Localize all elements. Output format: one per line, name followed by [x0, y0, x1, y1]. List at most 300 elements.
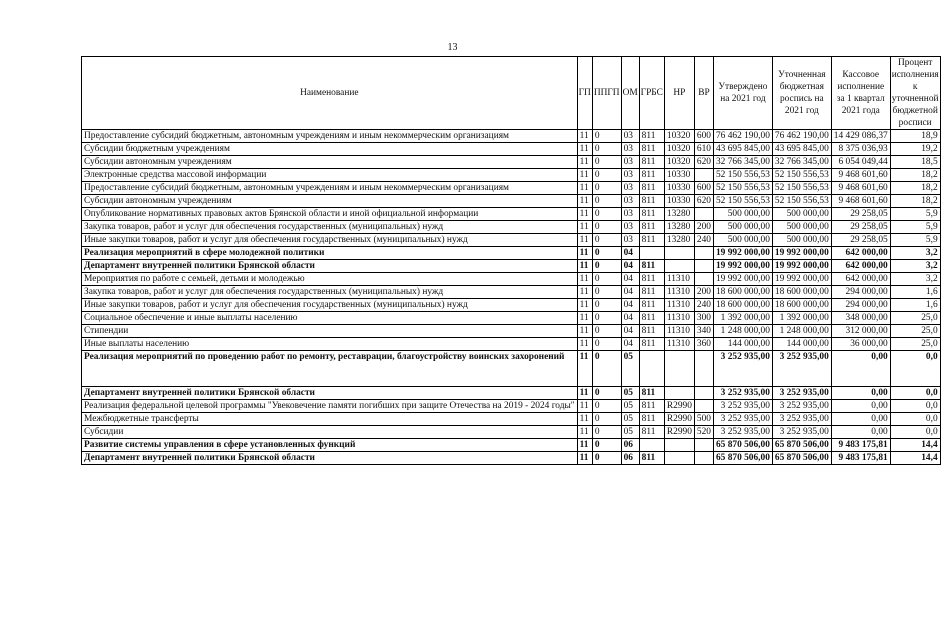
cell-pgp: 0 — [592, 439, 621, 452]
cell-grbs: 811 — [639, 387, 664, 400]
budget-table — [81, 56, 941, 465]
cell-cash: 9 483 175,81 — [831, 452, 890, 465]
cell-vr — [694, 208, 713, 221]
cell-gp: 11 — [577, 273, 592, 286]
cell-name: Иные закупки товаров, работ и услуг для обеспечения государственных (муниципальных) нужд — [82, 299, 578, 312]
cell-om: 05 — [621, 413, 639, 426]
cell-cash: 642 000,00 — [831, 247, 890, 260]
cell-om: 05 — [621, 400, 639, 413]
table-row — [82, 260, 941, 273]
cell-specified: 43 695 845,00 — [772, 143, 831, 156]
cell-pgp: 0 — [592, 182, 621, 195]
cell-name: Межбюджетные трансферты — [82, 413, 578, 426]
cell-grbs: 811 — [639, 312, 664, 325]
cell-om: 04 — [621, 338, 639, 351]
cell-percent: 3,2 — [890, 260, 940, 273]
cell-cash: 9 468 601,60 — [831, 195, 890, 208]
cell-gp: 11 — [577, 426, 592, 439]
cell-percent: 25,0 — [890, 338, 940, 351]
cell-specified: 32 766 345,00 — [772, 156, 831, 169]
cell-grbs — [639, 351, 664, 387]
cell-pgp: 0 — [592, 452, 621, 465]
cell-cash: 348 000,00 — [831, 312, 890, 325]
header-om: ОМ — [621, 57, 639, 130]
cell-specified: 3 252 935,00 — [772, 351, 831, 387]
cell-gp: 11 — [577, 169, 592, 182]
cell-percent: 14,4 — [890, 439, 940, 452]
cell-cash: 0,00 — [831, 426, 890, 439]
cell-gp: 11 — [577, 182, 592, 195]
cell-approved: 3 252 935,00 — [713, 400, 772, 413]
cell-np: 11310 — [664, 273, 694, 286]
cell-approved: 52 150 556,53 — [713, 195, 772, 208]
cell-pgp: 0 — [592, 221, 621, 234]
cell-specified: 52 150 556,53 — [772, 195, 831, 208]
cell-pgp: 0 — [592, 286, 621, 299]
cell-grbs: 811 — [639, 299, 664, 312]
cell-np: 10330 — [664, 195, 694, 208]
cell-om: 03 — [621, 143, 639, 156]
cell-cash: 294 000,00 — [831, 286, 890, 299]
table-row — [82, 156, 941, 169]
cell-vr — [694, 273, 713, 286]
cell-pgp: 0 — [592, 208, 621, 221]
cell-om: 04 — [621, 286, 639, 299]
cell-grbs: 811 — [639, 156, 664, 169]
cell-percent: 5,9 — [890, 221, 940, 234]
cell-grbs — [639, 247, 664, 260]
cell-vr — [694, 260, 713, 273]
cell-percent: 25,0 — [890, 312, 940, 325]
cell-approved: 43 695 845,00 — [713, 143, 772, 156]
cell-vr — [694, 400, 713, 413]
header-specified: Уточненная бюджетная роспись на 2021 год — [772, 57, 831, 130]
cell-np: 10320 — [664, 130, 694, 143]
cell-vr: 600 — [694, 130, 713, 143]
cell-percent: 1,6 — [890, 299, 940, 312]
cell-gp: 11 — [577, 221, 592, 234]
cell-cash: 642 000,00 — [831, 260, 890, 273]
cell-percent: 0,0 — [890, 387, 940, 400]
cell-pgp: 0 — [592, 413, 621, 426]
table-row — [82, 452, 941, 465]
cell-vr: 360 — [694, 338, 713, 351]
cell-grbs: 811 — [639, 413, 664, 426]
cell-approved: 52 150 556,53 — [713, 169, 772, 182]
cell-cash: 642 000,00 — [831, 273, 890, 286]
table-row — [82, 143, 941, 156]
cell-vr — [694, 439, 713, 452]
cell-name: Электронные средства массовой информации — [82, 169, 578, 182]
cell-gp: 11 — [577, 439, 592, 452]
cell-specified: 3 252 935,00 — [772, 426, 831, 439]
table-row — [82, 247, 941, 260]
cell-np: R2990 — [664, 413, 694, 426]
cell-specified: 52 150 556,53 — [772, 169, 831, 182]
cell-specified: 1 248 000,00 — [772, 325, 831, 338]
cell-gp: 11 — [577, 260, 592, 273]
cell-vr: 300 — [694, 312, 713, 325]
table-row — [82, 169, 941, 182]
cell-specified: 1 392 000,00 — [772, 312, 831, 325]
cell-pgp: 0 — [592, 247, 621, 260]
cell-approved: 65 870 506,00 — [713, 452, 772, 465]
cell-np: 10320 — [664, 156, 694, 169]
table-row — [82, 312, 941, 325]
cell-np: 13280 — [664, 221, 694, 234]
cell-om: 04 — [621, 273, 639, 286]
cell-specified: 500 000,00 — [772, 221, 831, 234]
cell-np — [664, 439, 694, 452]
cell-gp: 11 — [577, 208, 592, 221]
cell-specified: 65 870 506,00 — [772, 452, 831, 465]
cell-specified: 3 252 935,00 — [772, 413, 831, 426]
cell-vr: 200 — [694, 221, 713, 234]
cell-vr: 520 — [694, 426, 713, 439]
cell-gp: 11 — [577, 452, 592, 465]
cell-approved: 18 600 000,00 — [713, 299, 772, 312]
cell-om: 04 — [621, 325, 639, 338]
cell-approved: 1 248 000,00 — [713, 325, 772, 338]
cell-pgp: 0 — [592, 143, 621, 156]
cell-cash: 312 000,00 — [831, 325, 890, 338]
cell-percent: 1,6 — [890, 286, 940, 299]
header-grbs: ГРБС — [639, 57, 664, 130]
header-name: Наименование — [82, 57, 578, 130]
cell-np — [664, 247, 694, 260]
cell-percent: 25,0 — [890, 325, 940, 338]
cell-np — [664, 260, 694, 273]
cell-gp: 11 — [577, 413, 592, 426]
cell-percent: 18,2 — [890, 169, 940, 182]
cell-name: Социальное обеспечение и иные выплаты населению — [82, 312, 578, 325]
cell-percent: 5,9 — [890, 234, 940, 247]
header-gp: ГП — [577, 57, 592, 130]
cell-np: 13280 — [664, 208, 694, 221]
cell-cash: 9 468 601,60 — [831, 169, 890, 182]
cell-grbs: 811 — [639, 338, 664, 351]
cell-cash: 9 468 601,60 — [831, 182, 890, 195]
cell-cash: 14 429 086,37 — [831, 130, 890, 143]
cell-specified: 144 000,00 — [772, 338, 831, 351]
cell-grbs: 811 — [639, 221, 664, 234]
cell-np — [664, 387, 694, 400]
cell-specified: 65 870 506,00 — [772, 439, 831, 452]
cell-approved: 19 992 000,00 — [713, 273, 772, 286]
table-row — [82, 234, 941, 247]
cell-pgp: 0 — [592, 338, 621, 351]
cell-approved: 65 870 506,00 — [713, 439, 772, 452]
cell-pgp: 0 — [592, 156, 621, 169]
cell-name: Иные закупки товаров, работ и услуг для обеспечения государственных (муниципальных) нужд — [82, 234, 578, 247]
cell-specified: 52 150 556,53 — [772, 182, 831, 195]
cell-vr: 620 — [694, 156, 713, 169]
table-row — [82, 439, 941, 452]
cell-specified: 76 462 190,00 — [772, 130, 831, 143]
cell-grbs: 811 — [639, 182, 664, 195]
cell-approved: 76 462 190,00 — [713, 130, 772, 143]
cell-vr — [694, 247, 713, 260]
cell-vr — [694, 452, 713, 465]
cell-name: Субсидии бюджетным учреждениям — [82, 143, 578, 156]
cell-vr: 500 — [694, 413, 713, 426]
cell-percent: 3,2 — [890, 247, 940, 260]
cell-percent: 18,2 — [890, 182, 940, 195]
cell-gp: 11 — [577, 299, 592, 312]
cell-om: 03 — [621, 182, 639, 195]
cell-pgp: 0 — [592, 299, 621, 312]
cell-cash: 29 258,05 — [831, 234, 890, 247]
cell-cash: 0,00 — [831, 400, 890, 413]
table-row — [82, 299, 941, 312]
cell-name: Закупка товаров, работ и услуг для обеспечения государственных (муниципальных) нужд — [82, 286, 578, 299]
cell-om: 03 — [621, 195, 639, 208]
cell-approved: 19 992 000,00 — [713, 247, 772, 260]
cell-cash: 36 000,00 — [831, 338, 890, 351]
cell-vr: 200 — [694, 286, 713, 299]
cell-vr: 620 — [694, 195, 713, 208]
cell-om: 05 — [621, 351, 639, 387]
cell-specified: 19 992 000,00 — [772, 260, 831, 273]
cell-specified: 3 252 935,00 — [772, 400, 831, 413]
cell-approved: 19 992 000,00 — [713, 260, 772, 273]
cell-name: Иные выплаты населению — [82, 338, 578, 351]
cell-grbs: 811 — [639, 273, 664, 286]
cell-grbs: 811 — [639, 286, 664, 299]
header-np: НР — [664, 57, 694, 130]
cell-cash: 0,00 — [831, 351, 890, 387]
header-approved: Утверждено на 2021 год — [713, 57, 772, 130]
cell-np: 11310 — [664, 338, 694, 351]
cell-pgp: 0 — [592, 195, 621, 208]
cell-name: Развитие системы управления в сфере установленных функций — [82, 439, 578, 452]
header-pgp: ППГП — [592, 57, 621, 130]
cell-cash: 29 258,05 — [831, 221, 890, 234]
cell-grbs: 811 — [639, 195, 664, 208]
cell-specified: 500 000,00 — [772, 208, 831, 221]
cell-om: 04 — [621, 247, 639, 260]
cell-pgp: 0 — [592, 312, 621, 325]
cell-vr — [694, 351, 713, 387]
cell-percent: 0,0 — [890, 426, 940, 439]
table-row — [82, 221, 941, 234]
table-row — [82, 182, 941, 195]
table-row — [82, 426, 941, 439]
cell-np: R2990 — [664, 426, 694, 439]
cell-percent: 14,4 — [890, 452, 940, 465]
cell-vr — [694, 387, 713, 400]
cell-grbs: 811 — [639, 325, 664, 338]
table-row — [82, 130, 941, 143]
cell-approved: 3 252 935,00 — [713, 351, 772, 387]
cell-gp: 11 — [577, 387, 592, 400]
cell-name: Департамент внутренней политики Брянской области — [82, 387, 578, 400]
table-row — [82, 208, 941, 221]
cell-cash: 6 054 049,44 — [831, 156, 890, 169]
cell-name: Реализация мероприятий в сфере молодежной политики — [82, 247, 578, 260]
cell-np: 11310 — [664, 299, 694, 312]
header-percent: Процент исполнения к уточненной бюджетной росписи — [891, 58, 939, 128]
cell-np: 10330 — [664, 169, 694, 182]
cell-om: 03 — [621, 156, 639, 169]
cell-approved: 3 252 935,00 — [713, 426, 772, 439]
cell-specified: 19 992 000,00 — [772, 273, 831, 286]
cell-grbs: 811 — [639, 452, 664, 465]
cell-name: Субсидии автономным учреждениям — [82, 195, 578, 208]
cell-name: Предоставление субсидий бюджетным, автономным учреждениям и иным некоммерческим организациям — [82, 182, 578, 195]
cell-grbs: 811 — [639, 208, 664, 221]
cell-om: 06 — [621, 452, 639, 465]
cell-name: Предоставление субсидий бюджетным, автономным учреждениям и иным некоммерческим организациям — [82, 130, 578, 143]
cell-pgp: 0 — [592, 234, 621, 247]
cell-name: Субсидии автономным учреждениям — [82, 156, 578, 169]
cell-name: Стипендии — [82, 325, 578, 338]
cell-np — [664, 351, 694, 387]
cell-pgp: 0 — [592, 130, 621, 143]
cell-grbs — [639, 439, 664, 452]
table-row — [82, 387, 941, 400]
cell-name: Реализация федеральной целевой программы "Увековечение памяти погибших при защите Отечества на 2019 - 2024 годы" — [82, 400, 578, 413]
cell-specified: 18 600 000,00 — [772, 286, 831, 299]
cell-cash: 9 483 175,81 — [831, 439, 890, 452]
cell-name: Департамент внутренней политики Брянской области — [82, 452, 578, 465]
cell-gp: 11 — [577, 234, 592, 247]
cell-vr: 340 — [694, 325, 713, 338]
table-body — [82, 130, 941, 465]
cell-grbs: 811 — [639, 143, 664, 156]
cell-name: Опубликование нормативных правовых актов Брянской области и иной официальной информации — [82, 208, 578, 221]
cell-np: 10320 — [664, 143, 694, 156]
cell-grbs: 811 — [639, 234, 664, 247]
cell-np: R2990 — [664, 400, 694, 413]
cell-name: Субсидии — [82, 426, 578, 439]
cell-approved: 3 252 935,00 — [713, 413, 772, 426]
cell-percent: 19,2 — [890, 143, 940, 156]
cell-percent: 18,2 — [890, 195, 940, 208]
cell-om: 03 — [621, 221, 639, 234]
cell-vr: 240 — [694, 299, 713, 312]
table-row — [82, 338, 941, 351]
cell-np: 11310 — [664, 286, 694, 299]
cell-om: 04 — [621, 299, 639, 312]
cell-grbs: 811 — [639, 169, 664, 182]
table-row — [82, 325, 941, 338]
cell-cash: 8 375 036,93 — [831, 143, 890, 156]
cell-om: 03 — [621, 130, 639, 143]
cell-specified: 3 252 935,00 — [772, 387, 831, 400]
cell-gp: 11 — [577, 400, 592, 413]
cell-om: 03 — [621, 208, 639, 221]
table-row — [82, 351, 941, 387]
cell-pgp: 0 — [592, 169, 621, 182]
cell-np: 10330 — [664, 182, 694, 195]
cell-om: 05 — [621, 426, 639, 439]
table-row — [82, 413, 941, 426]
cell-vr: 600 — [694, 182, 713, 195]
cell-om: 04 — [621, 260, 639, 273]
cell-om: 05 — [621, 387, 639, 400]
cell-vr: 610 — [694, 143, 713, 156]
cell-approved: 500 000,00 — [713, 208, 772, 221]
cell-percent: 0,0 — [890, 413, 940, 426]
cell-pgp: 0 — [592, 400, 621, 413]
cell-gp: 11 — [577, 130, 592, 143]
cell-cash: 0,00 — [831, 413, 890, 426]
cell-pgp: 0 — [592, 387, 621, 400]
cell-approved: 52 150 556,53 — [713, 182, 772, 195]
cell-pgp: 0 — [592, 325, 621, 338]
cell-gp: 11 — [577, 351, 592, 387]
cell-gp: 11 — [577, 247, 592, 260]
cell-om: 03 — [621, 234, 639, 247]
cell-grbs: 811 — [639, 130, 664, 143]
header-cash: Кассовое исполнение за 1 квартал 2021 года — [831, 57, 890, 130]
cell-pgp: 0 — [592, 426, 621, 439]
cell-percent: 18,5 — [890, 156, 940, 169]
cell-gp: 11 — [577, 312, 592, 325]
cell-pgp: 0 — [592, 260, 621, 273]
cell-specified: 19 992 000,00 — [772, 247, 831, 260]
cell-name: Мероприятия по работе с семьей, детьми и молодежью — [82, 273, 578, 286]
cell-name: Департамент внутренней политики Брянской области — [82, 260, 578, 273]
cell-pgp: 0 — [592, 273, 621, 286]
cell-name: Закупка товаров, работ и услуг для обеспечения государственных (муниципальных) нужд — [82, 221, 578, 234]
table-row — [82, 400, 941, 413]
table-row — [82, 286, 941, 299]
cell-om: 06 — [621, 439, 639, 452]
cell-grbs: 811 — [639, 426, 664, 439]
cell-np: 13280 — [664, 234, 694, 247]
cell-np: 11310 — [664, 325, 694, 338]
cell-gp: 11 — [577, 338, 592, 351]
cell-percent: 0,0 — [890, 351, 940, 387]
cell-specified: 18 600 000,00 — [772, 299, 831, 312]
cell-cash: 0,00 — [831, 387, 890, 400]
cell-percent: 5,9 — [890, 208, 940, 221]
cell-percent: 0,0 — [890, 400, 940, 413]
cell-percent: 18,9 — [890, 130, 940, 143]
cell-gp: 11 — [577, 156, 592, 169]
cell-approved: 32 766 345,00 — [713, 156, 772, 169]
table-row — [82, 273, 941, 286]
cell-cash: 29 258,05 — [831, 208, 890, 221]
cell-gp: 11 — [577, 195, 592, 208]
cell-gp: 11 — [577, 325, 592, 338]
cell-gp: 11 — [577, 286, 592, 299]
cell-percent: 3,2 — [890, 273, 940, 286]
cell-approved: 500 000,00 — [713, 221, 772, 234]
cell-om: 03 — [621, 169, 639, 182]
cell-om: 04 — [621, 312, 639, 325]
cell-approved: 144 000,00 — [713, 338, 772, 351]
cell-np: 11310 — [664, 312, 694, 325]
cell-vr — [694, 169, 713, 182]
table-row — [82, 195, 941, 208]
cell-grbs: 811 — [639, 400, 664, 413]
cell-approved: 18 600 000,00 — [713, 286, 772, 299]
table-header-row — [82, 57, 941, 130]
cell-grbs: 811 — [639, 260, 664, 273]
cell-gp: 11 — [577, 143, 592, 156]
header-vr: ВР — [694, 57, 713, 130]
cell-approved: 3 252 935,00 — [713, 387, 772, 400]
cell-pgp: 0 — [592, 351, 621, 387]
page-number: 13 — [447, 42, 458, 53]
cell-approved: 500 000,00 — [713, 234, 772, 247]
cell-cash: 294 000,00 — [831, 299, 890, 312]
cell-vr: 240 — [694, 234, 713, 247]
cell-specified: 500 000,00 — [772, 234, 831, 247]
